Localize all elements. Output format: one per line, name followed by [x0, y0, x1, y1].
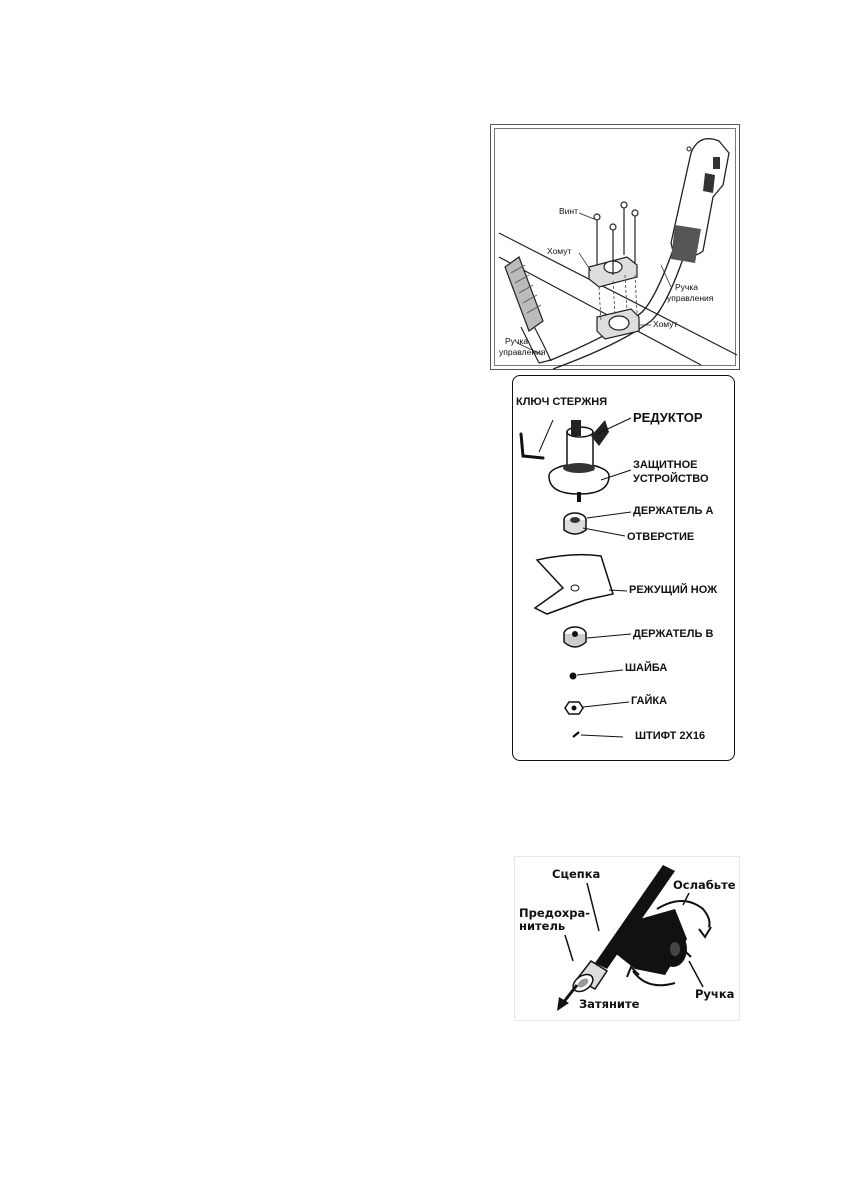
- pin-label: ШТИФТ 2X16: [635, 730, 706, 742]
- holder-a-shape: [564, 513, 586, 534]
- holder-b-label: ДЕРЖАТЕЛЬ В: [633, 628, 714, 640]
- guard-label-line1: ЗАЩИТНОЕ: [633, 459, 698, 471]
- rod-key-label: КЛЮЧ СТЕРЖНЯ: [516, 396, 608, 408]
- nut-label: ГАЙКА: [631, 695, 668, 707]
- coupling-figure: [514, 856, 740, 1021]
- coupling-label: Сцепка: [552, 867, 601, 881]
- nut-shape: [565, 702, 583, 714]
- cutting-blade-label: РЕЖУЩИЙ НОЖ: [629, 584, 718, 596]
- left-handle-label-line1: Ручка: [505, 336, 528, 346]
- handle-assembly-figure: [490, 124, 740, 370]
- cutting-blade-shape: [535, 555, 613, 614]
- left-handle-label-line2: управления: [499, 347, 546, 357]
- knob-label: Ручка: [695, 987, 735, 1001]
- loosen-label: Ослабьте: [673, 878, 736, 892]
- pin-shape: [573, 732, 579, 737]
- clamp-bottom-label: Хомут: [653, 319, 678, 329]
- pull-arrow: [557, 985, 577, 1011]
- fuse-label-line2: нитель: [519, 919, 566, 933]
- tighten-label: Затяните: [579, 997, 640, 1011]
- clamp-top-label: Хомут: [547, 246, 572, 256]
- clamp-bottom-shape: [597, 309, 639, 339]
- hole-label: ОТВЕРСТИЕ: [627, 531, 695, 543]
- blade-assembly-figure: [512, 375, 735, 761]
- fuse-label-line1: Предохра-: [519, 906, 591, 920]
- control-handle-label-line2: управления: [667, 293, 714, 303]
- left-grip: [505, 257, 543, 331]
- hex-key-shape: [521, 434, 543, 458]
- handle-assembly-drawing: [491, 125, 741, 371]
- control-handle-label-line1: Ручка: [675, 282, 698, 292]
- guard-label-line2: УСТРОЙСТВО: [633, 473, 709, 485]
- screw-label: Винт: [559, 206, 579, 216]
- control-handle: [671, 139, 729, 263]
- holder-a-label: ДЕРЖАТЕЛЬ А: [633, 505, 714, 517]
- washer-shape: [570, 673, 577, 680]
- washer-label: ШАЙБА: [625, 662, 668, 674]
- holder-b-shape: [564, 627, 586, 647]
- blade-assembly-drawing: [513, 376, 736, 762]
- gearbox-label: РЕДУКТОР: [633, 410, 703, 425]
